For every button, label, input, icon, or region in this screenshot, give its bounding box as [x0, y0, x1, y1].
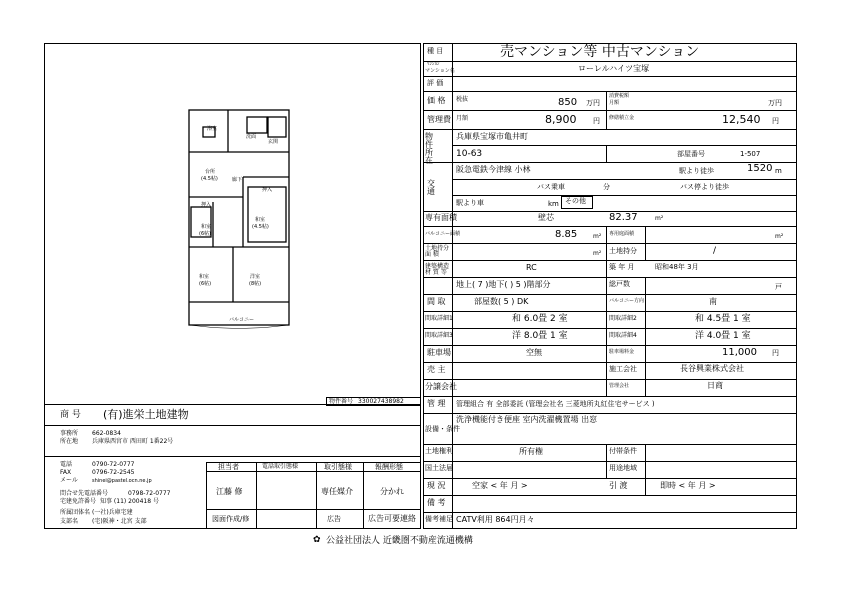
- layout-rooms: 部屋数( 5 ) DK: [474, 297, 529, 306]
- walk-label: 駅より徒歩: [679, 167, 714, 175]
- built-label: 築 年 月: [609, 263, 635, 271]
- agent-mail-label: メール: [60, 477, 78, 484]
- private-unit: m²: [775, 233, 784, 240]
- dir-value: 南: [709, 297, 717, 306]
- plan-wa3-label: 和室: [199, 274, 210, 280]
- area-kind: 壁芯: [538, 213, 554, 222]
- registry-label: 物件番号: [329, 398, 354, 405]
- plan-wa2-label: 和室: [201, 224, 212, 230]
- fees-unit: 円: [593, 117, 600, 125]
- agent-assoc: (一社)兵庫宅建: [92, 509, 133, 516]
- detail1-label: 間取詳細1: [425, 315, 453, 322]
- remarks-label: 備 考: [427, 498, 446, 507]
- balcony-label: バルコニー面積: [425, 231, 461, 237]
- tax-label2: 月額: [609, 100, 620, 106]
- agent-addr-label: 所在地: [60, 438, 79, 445]
- builder-value: 長谷興業株式会社: [680, 364, 744, 373]
- area-unit: m²: [655, 215, 664, 222]
- property-type: 売マンション等 中古マンション: [500, 44, 700, 60]
- registry-value: 330027438982: [358, 398, 404, 405]
- equip-label: 設備・条件: [425, 425, 460, 433]
- parking-fee: 11,000: [722, 347, 757, 358]
- land-share-label: 土地持分: [609, 247, 637, 255]
- fees-kind: 月額: [456, 115, 469, 122]
- mgmt-value: 管理組合 有 全部委託 (管理会社名 三菱地所丸紅住宅サービス ): [456, 400, 655, 408]
- plan-living-label: 洋室: [250, 274, 261, 280]
- detail4-value: 洋 4.0畳 1 室: [695, 331, 751, 341]
- room-value: 1-507: [740, 150, 761, 158]
- structure-label: 建築構造 材 質 等: [425, 263, 450, 276]
- status-value: 空家 < 年 月 >: [472, 481, 528, 490]
- room-label: 部屋番号: [677, 150, 705, 158]
- plan-kitchen-size: (4.5帖): [201, 176, 218, 182]
- bus-label: バス乗車: [537, 183, 565, 191]
- car-label: 駅より車: [456, 199, 484, 207]
- parking-fee-label: 駐車場料金: [609, 349, 635, 355]
- agent-name-label: 商 号: [60, 410, 81, 420]
- agent-tel: 0790-72-0777: [92, 461, 135, 468]
- law-label: 国土法届: [425, 464, 453, 472]
- bus-walk: バス停より徒歩: [680, 183, 729, 191]
- tax-unit: 万円: [768, 99, 782, 107]
- built-value: 昭和48年 3月: [655, 263, 699, 271]
- plan-living-size: (8帖): [249, 281, 262, 287]
- units-unit: 戸: [775, 283, 782, 291]
- land-share: /: [713, 246, 717, 256]
- traffic-label: 交 通: [427, 179, 435, 196]
- mgmt-co-value: 日商: [707, 381, 723, 390]
- plan-oshi-label: 押入: [262, 187, 273, 193]
- balcony-value: 8.85: [555, 229, 578, 240]
- plan-wa3-size: (6帖): [199, 281, 212, 287]
- layout-label: 間 取: [427, 297, 446, 306]
- land-label: 土地持分 面 積: [425, 245, 450, 258]
- repair-unit: 円: [772, 117, 779, 125]
- plan-bath-label: 浴室: [207, 126, 218, 132]
- agent-name: (有)進栄土地建物: [103, 408, 189, 421]
- rights-value: 所有権: [519, 447, 543, 456]
- structure-floors: 地上( 7 )地下( ) 5 )階部分: [456, 280, 551, 289]
- tax-label: 消費税額: [609, 93, 630, 99]
- mgmt-co-label: 管理会社: [609, 383, 630, 389]
- fees-label: 管理費: [427, 115, 451, 124]
- detail2-label: 間取詳細2: [609, 315, 637, 322]
- staff-r2b: 広告: [327, 515, 341, 523]
- plan-wash-label: 洗面: [246, 134, 257, 140]
- type-label: 種 目: [427, 47, 444, 55]
- agent-branch-label: 支部名: [60, 518, 79, 525]
- plan-entrance-label: 玄関: [268, 139, 279, 145]
- footer-logo-icon: ✿: [313, 535, 321, 545]
- staff-h2: 電話取引態様: [262, 463, 299, 470]
- units-label: 総戸数: [609, 280, 630, 288]
- mansion-name-label: マンション名: [425, 68, 455, 74]
- staff-v4: 分かれ: [380, 487, 404, 496]
- price-unit: 万円: [586, 99, 600, 107]
- agent-fax-label: FAX: [60, 469, 72, 476]
- private-label: 専用庭面積: [609, 231, 635, 237]
- agent-contact-label: 問合せ先電話番号: [60, 490, 109, 497]
- plan-oshi2-label: 押入: [201, 202, 212, 208]
- detail3-value: 洋 8.0畳 1 室: [512, 331, 568, 341]
- deliv-value: 即時 < 年 月 >: [660, 481, 716, 490]
- deliv-label: 引 渡: [609, 481, 628, 490]
- bus-unit: 分: [603, 183, 610, 191]
- plan-wa1-label: 和室: [255, 217, 266, 223]
- agent-zip: 662-0834: [92, 430, 121, 437]
- area-value: 82.37: [609, 212, 638, 223]
- plan-kitchen-label: 台所: [205, 169, 216, 175]
- mansion-ruby-label: ﾏﾝｼｮﾝ: [427, 61, 440, 67]
- parking-fee-unit: 円: [772, 349, 779, 357]
- blank-label: 評 価: [427, 79, 444, 87]
- parking-label: 駐車場: [427, 348, 451, 357]
- mgmt-label: 管 理: [427, 399, 446, 408]
- location-label: 物 件 所 在: [425, 132, 433, 165]
- attached-label: 付帯条件: [609, 447, 637, 455]
- agent-mail: shinei@pastel.ocn.ne.jp: [92, 478, 152, 484]
- structure-value: RC: [526, 263, 537, 272]
- agent-tel-label: 電話: [60, 461, 73, 468]
- plan-wa2-size: (6帖): [199, 231, 212, 237]
- plan-balcony-label: バルコニー: [229, 317, 255, 323]
- repair-label: 修繕積立金: [609, 115, 635, 121]
- land-unit: m²: [593, 250, 602, 257]
- equip-value: 洗浄機能付き便座 室内洗濯機置場 出窓: [456, 415, 598, 424]
- rights-label: 土地権利: [425, 447, 453, 455]
- agent-license-label: 宅建免許番号: [60, 498, 97, 505]
- area-label: 専有面積: [425, 213, 457, 222]
- location-address: 兵庫県宝塚市亀井町: [456, 132, 528, 141]
- staff-v1: 江藤 修: [216, 487, 243, 496]
- sale-label: 分譲会社: [425, 382, 457, 391]
- agent-fax: 0796-72-2545: [92, 469, 135, 476]
- remarks2-value: CATV利用 864円月々: [456, 515, 535, 524]
- use-label: 用途地域: [609, 464, 637, 472]
- location-number: 10-63: [456, 149, 483, 159]
- price-label: 価 格: [427, 96, 446, 105]
- seller-label: 売 主: [427, 365, 446, 374]
- staff-v3: 専任媒介: [321, 487, 353, 496]
- remarks2-label: 備考補足: [425, 515, 453, 523]
- staff-h3: 取引態様: [324, 463, 352, 471]
- builder-label: 施工会社: [609, 365, 637, 373]
- walk-value: 1520: [747, 163, 773, 174]
- agent-assoc-label: 所属団体名: [60, 509, 91, 516]
- detail2-value: 和 4.5畳 1 室: [695, 314, 751, 324]
- detail3-label: 間取詳細3: [425, 332, 453, 339]
- agent-license: 知事 (11) 200418 号: [100, 498, 159, 505]
- repair-value: 12,540: [722, 113, 761, 126]
- walk-unit: m: [775, 167, 782, 175]
- car-unit: km: [548, 200, 559, 208]
- price-value: 850: [558, 97, 578, 108]
- mansion-name: ローレルハイツ宝塚: [578, 64, 650, 73]
- fees-value: 8,900: [545, 113, 577, 126]
- status-label: 現 況: [427, 481, 446, 490]
- parking-value: 空無: [526, 348, 542, 357]
- agent-contact: 0798-72-0777: [128, 490, 171, 497]
- traffic-line: 阪急電鉄今津線 小林: [456, 165, 531, 174]
- staff-r2c: 広告可要連絡: [368, 514, 416, 523]
- detail1-value: 和 6.0畳 2 室: [512, 314, 568, 324]
- agent-office-label: 事務所: [60, 430, 79, 437]
- staff-h1: 担当者: [218, 463, 239, 471]
- balcony-unit: m²: [593, 233, 602, 240]
- plan-hall-label: 廊下: [232, 177, 243, 183]
- staff-h4: 報酬形態: [375, 463, 403, 471]
- staff-r2a: 図面作成/修: [212, 515, 250, 523]
- other-label: その他: [565, 197, 586, 205]
- detail4-label: 間取詳細4: [609, 332, 637, 339]
- plan-wa1-size: (4.5帖): [252, 224, 269, 230]
- dir-label: バルコニー方向: [609, 298, 645, 304]
- agent-branch: (宅)阪神・北宮 支部: [92, 518, 147, 525]
- footer-text: 公益社団法人 近畿圏不動産流通機構: [326, 536, 473, 546]
- price-kind: 税抜: [456, 96, 469, 103]
- agent-addr: 兵庫県西宮市 西田町 1番22号: [92, 438, 174, 445]
